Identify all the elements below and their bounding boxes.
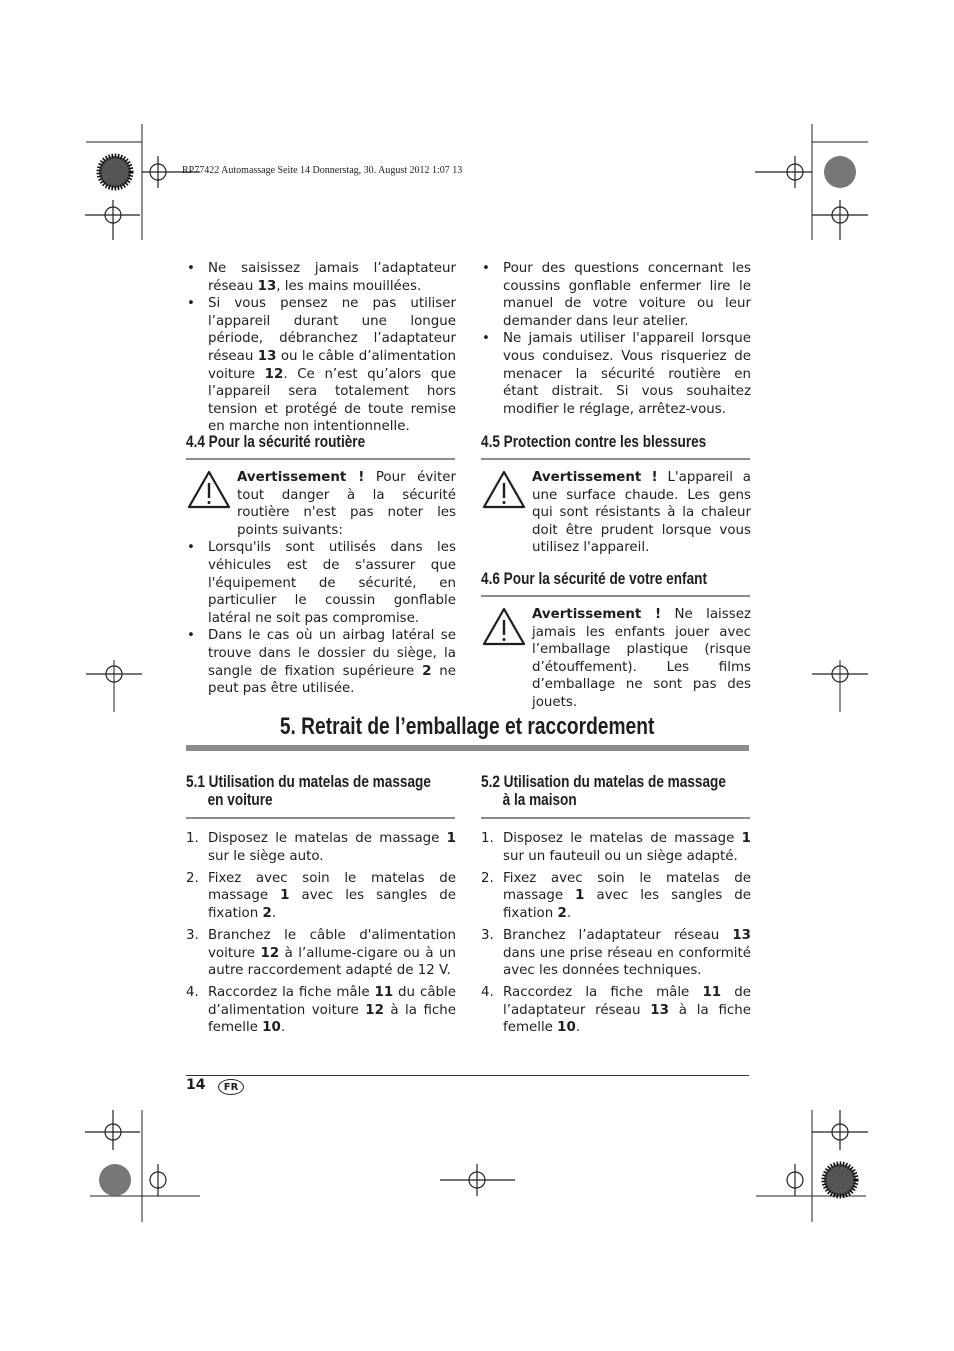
- heading-rule: [481, 458, 750, 460]
- bullet-list: [186, 539, 456, 697]
- step-number: 3.: [186, 927, 199, 943]
- text-run: .: [575, 1020, 581, 1036]
- text-run: Disposez le matelas de massage: [503, 831, 742, 846]
- warning-label: Avertissement !: [532, 470, 658, 485]
- text-run: Fixez avec soin le matelas de massage: [208, 870, 456, 904]
- warning-block: [481, 606, 751, 712]
- step-number: 1.: [481, 831, 494, 846]
- list-item: [481, 984, 751, 1037]
- step-list: [186, 830, 456, 1037]
- text-run: .: [280, 1020, 286, 1036]
- heading-rule: [186, 458, 455, 460]
- list-item: [186, 984, 456, 1037]
- text-run: Ne jamais utiliser l'appareil lorsque vous conduisez. Vous risqueriez de menacer la sécurité routière en étant distrait. Si vous souhaitez modifier le réglage, arrêtez-vous.: [503, 331, 751, 417]
- warning-triangle-icon: [481, 469, 527, 511]
- step-number: 2.: [186, 870, 199, 886]
- step-number: 4.: [186, 985, 199, 1001]
- section-5-1-body: [186, 830, 456, 1042]
- reference-number: 12: [264, 366, 284, 382]
- section-4-4-body: [186, 469, 456, 698]
- reference-number: 2: [557, 905, 567, 921]
- text-run: Raccordez la fiche mâle: [208, 985, 375, 1001]
- text-run: Branchez l’adaptateur réseau: [503, 927, 733, 943]
- section-4-6-body: [481, 606, 751, 712]
- warning-triangle-icon: [186, 469, 232, 511]
- reference-number: 13: [257, 348, 277, 364]
- section-heading-4-4: 4.4 Pour la sécurité routière: [186, 432, 366, 451]
- text-run: du câble d’alimentation voiture: [208, 985, 456, 1018]
- section-heading-4-6: 4.6 Pour la sécurité de votre enfant: [481, 569, 707, 588]
- list-item: [186, 830, 456, 865]
- text-run: à la fiche femelle: [503, 1002, 751, 1036]
- text-run: à la fiche femelle: [208, 1002, 456, 1036]
- warning-text: L'appareil a une surface chaude. Les gens qui sont résistants à la chaleur doit être prudent lorsque vous utilisez l'appareil.: [532, 470, 751, 556]
- step-number: 2.: [481, 870, 494, 886]
- section-heading-4-5: 4.5 Protection contre les blessures: [481, 432, 707, 451]
- heading-rule: [186, 817, 455, 819]
- list-item: [481, 870, 751, 923]
- text-run: Ne saisissez jamais l’adaptateur réseau: [208, 261, 456, 294]
- reference-number: 12: [260, 945, 280, 961]
- list-item: [481, 830, 751, 865]
- text-run: . Ce n’est qu’alors que l’appareil sera totalement hors tension et protégé de toute remise en marche non intentionnelle.: [208, 366, 456, 435]
- warning-text: Ne laissez jamais les enfants jouer avec l’emballage plastique (risque d’étouffement). Les films d’emballage ne sont pas des jouets.: [532, 607, 751, 710]
- chapter-rule: [186, 745, 749, 751]
- text-run: ne peut pas être utilisée.: [208, 663, 456, 697]
- chapter-title: 5. Retrait de l’emballage et raccordement: [280, 713, 655, 740]
- text-run: Raccordez la fiche mâle: [503, 985, 703, 1001]
- list-item: [481, 260, 751, 330]
- text-run: .: [566, 905, 572, 921]
- step-number: 3.: [481, 927, 494, 943]
- list-item: [481, 330, 751, 418]
- list-item: [186, 539, 456, 627]
- reference-number: 2: [422, 663, 432, 679]
- text-run: .: [271, 905, 277, 921]
- bullet-list: [186, 260, 456, 436]
- left-top-column: [186, 260, 456, 436]
- list-item: [186, 627, 456, 697]
- text-run: Branchez le câble d'alimentation voiture: [208, 927, 456, 961]
- heading-rule: [481, 817, 750, 819]
- step-number: 1.: [186, 831, 199, 846]
- text-run: , les mains mouillées.: [276, 278, 422, 294]
- warning-triangle-icon: [481, 606, 527, 648]
- reference-number: 13: [732, 927, 751, 943]
- reference-number: 11: [374, 985, 394, 1001]
- list-item: [186, 870, 456, 923]
- footer-rule: [186, 1075, 749, 1076]
- text-run: avec les sangles de fixation: [503, 888, 751, 921]
- text-run: Dans le cas où un airbag latéral se trouve dans le dossier du siège, la sangle de fixation supérieure: [208, 628, 456, 679]
- heading-rule: [481, 595, 750, 597]
- text-run: sur un fauteuil ou un siège adapté.: [503, 848, 738, 864]
- text-run: sur le siège auto.: [208, 848, 324, 864]
- print-slug: RP77422 Automassage Seite 14 Donnerstag, 30. August 2012 1:07 13: [182, 165, 463, 176]
- text-run: Fixez avec soin le matelas de massage: [503, 870, 751, 904]
- section-heading-5-2: 5.2 Utilisation du matelas de massage à la maison: [481, 772, 726, 809]
- reference-number: 10: [557, 1020, 576, 1036]
- reference-number: 1: [446, 831, 456, 846]
- section-5-2-body: [481, 830, 751, 1042]
- text-run: de l’adaptateur réseau: [503, 985, 751, 1018]
- text-run: Disposez le matelas de massage: [208, 831, 447, 846]
- reference-number: 13: [650, 1002, 669, 1018]
- text-run: à l’allume-cigare ou à un autre raccordement adapté de 12 V.: [208, 945, 457, 979]
- reference-number: 11: [702, 985, 722, 1001]
- section-4-5-body: [481, 469, 751, 557]
- list-item: [186, 927, 456, 980]
- warning-block: [186, 469, 456, 539]
- list-item: [186, 295, 456, 436]
- reference-number: 12: [365, 1002, 384, 1018]
- reference-number: 10: [262, 1020, 281, 1036]
- text-run: Si vous pensez ne pas utiliser l’appareil durant une longue période, débranchez l’adaptateur réseau: [208, 296, 456, 364]
- warning-label: Avertissement !: [532, 607, 662, 622]
- warning-text: Pour éviter tout danger à la sécurité routière n'est pas noter les points suivants:: [237, 470, 456, 538]
- text-run: Pour des questions concernant les coussins gonflable enfermer lire le manuel de votre voiture ou leur demander dans leur atelier.: [503, 261, 751, 329]
- step-list: [481, 830, 751, 1037]
- reference-number: 1: [280, 888, 290, 904]
- warning-block: [481, 469, 751, 557]
- text-run: dans une prise réseau en conformité avec les données techniques.: [503, 945, 751, 979]
- text-run: Lorsqu'ils sont utilisés dans les véhicules est de s'assurer que l'équipement de sécurité, en particulier le coussin gonflable latéral ne soit pas compromise.: [208, 540, 456, 626]
- text-run: ou le câble d’alimentation voiture: [208, 348, 456, 382]
- reference-number: 1: [741, 831, 751, 846]
- list-item: [186, 260, 456, 295]
- language-badge: FR: [218, 1079, 244, 1095]
- reference-number: 13: [257, 278, 277, 294]
- reference-number: 2: [262, 905, 272, 921]
- list-item: [481, 927, 751, 980]
- step-number: 4.: [481, 985, 494, 1001]
- page-number: 14: [186, 1077, 206, 1093]
- reference-number: 1: [575, 888, 585, 904]
- right-top-column: [481, 260, 751, 418]
- section-heading-5-1: 5.1 Utilisation du matelas de massage en voiture: [186, 772, 431, 809]
- bullet-list: [481, 260, 751, 418]
- warning-label: Avertissement !: [237, 470, 365, 485]
- text-run: avec les sangles de fixation: [208, 888, 456, 921]
